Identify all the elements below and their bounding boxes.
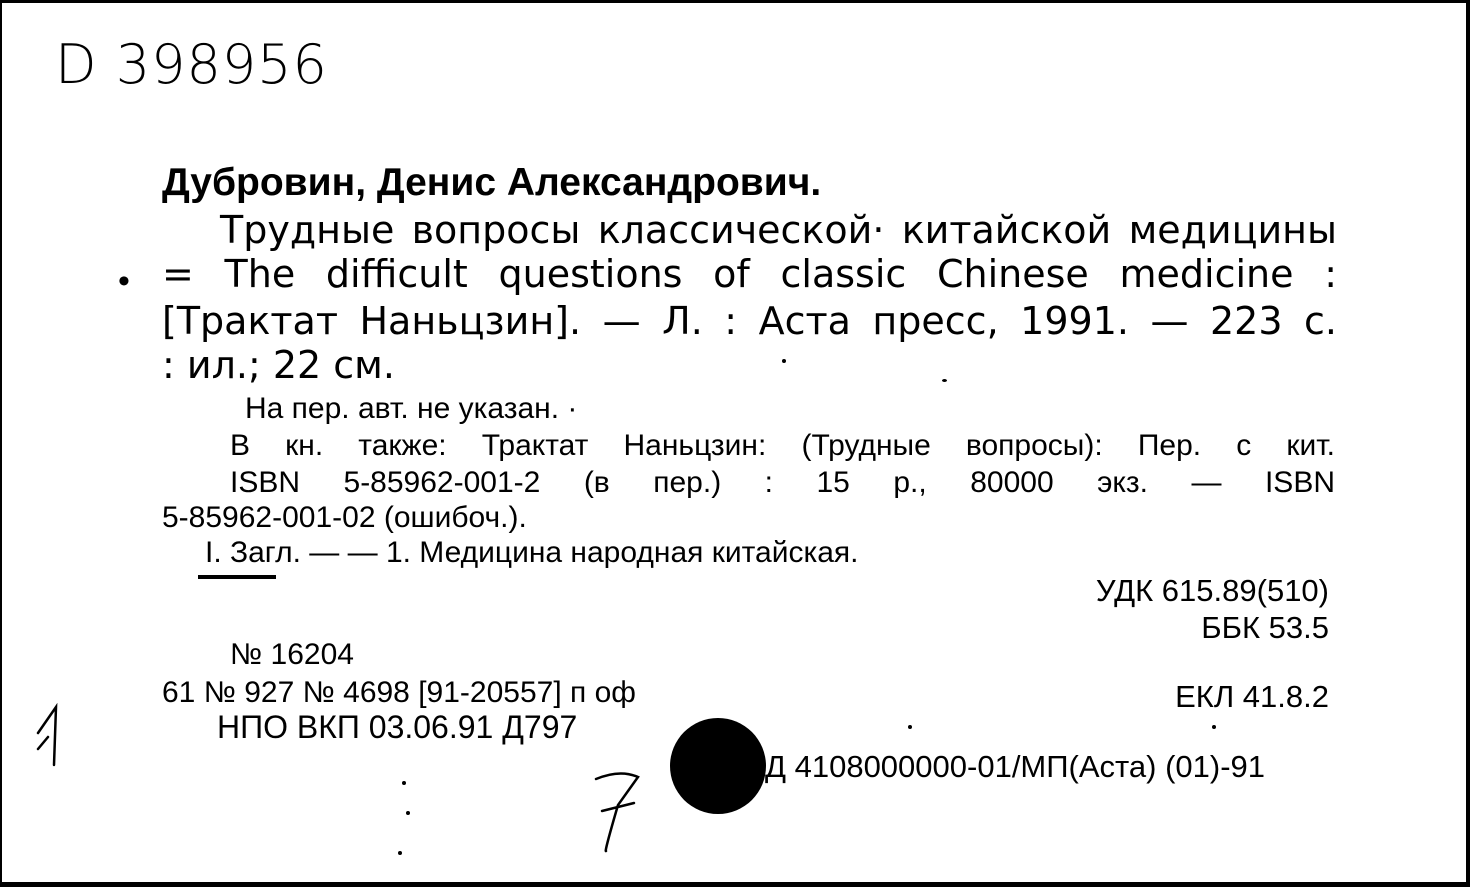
speck xyxy=(782,359,786,363)
note-author: На пер. авт. не указан. · xyxy=(245,392,578,425)
ekl-code: ЕКЛ 41.8.2 xyxy=(1175,679,1329,714)
title-line-4: : ил.; 22 см. xyxy=(162,343,395,387)
title-line-2: = The difficult questions of classic Chinese medicine : xyxy=(162,255,1337,296)
title-line-1: Трудные вопросы классической· китайской медицины xyxy=(220,211,1337,252)
title-line-3: [Трактат Наньцзин]. — Л. : Аста пресс, 1991. — 223 с. xyxy=(162,302,1337,343)
speck xyxy=(908,725,912,729)
call-number: D 398956 xyxy=(55,33,328,96)
udk-code: УДК 615.89(510) xyxy=(1095,573,1329,608)
print-line: 61 № 927 № 4698 [91-20557] п оф xyxy=(162,676,636,709)
speck xyxy=(406,811,410,815)
record-number: № 16204 xyxy=(230,638,354,671)
bbk-code: ББК 53.5 xyxy=(1201,610,1329,645)
speck xyxy=(402,781,406,785)
speck xyxy=(398,851,402,855)
margin-mark: • xyxy=(118,263,130,300)
handwritten-one xyxy=(32,703,72,775)
note-contents: В кн. также: Трактат Наньцзин: (Трудные вопросы): Пер. с кит. xyxy=(230,431,1335,462)
ink-blot xyxy=(670,718,766,814)
speck xyxy=(1212,725,1216,729)
handwritten-seven xyxy=(590,763,650,855)
npo-line: НПО ВКП 03.06.91 Д797 xyxy=(217,709,578,745)
note-isbn-cont: 5-85962-001-02 (ошибоч.). xyxy=(162,501,527,534)
note-subjects: I. Загл. — — 1. Медицина народная китайская. xyxy=(205,536,859,569)
author-heading: Дубровин, Денис Александрович. xyxy=(162,161,822,204)
code-line: Д 4108000000-01/МП(Аста) (01)-91 xyxy=(765,749,1265,784)
divider-rule xyxy=(198,575,276,579)
note-isbn: ISBN 5-85962-001-2 (в пер.) : 15 р., 80000 экз. — ISBN xyxy=(230,468,1335,499)
speck xyxy=(942,379,947,382)
